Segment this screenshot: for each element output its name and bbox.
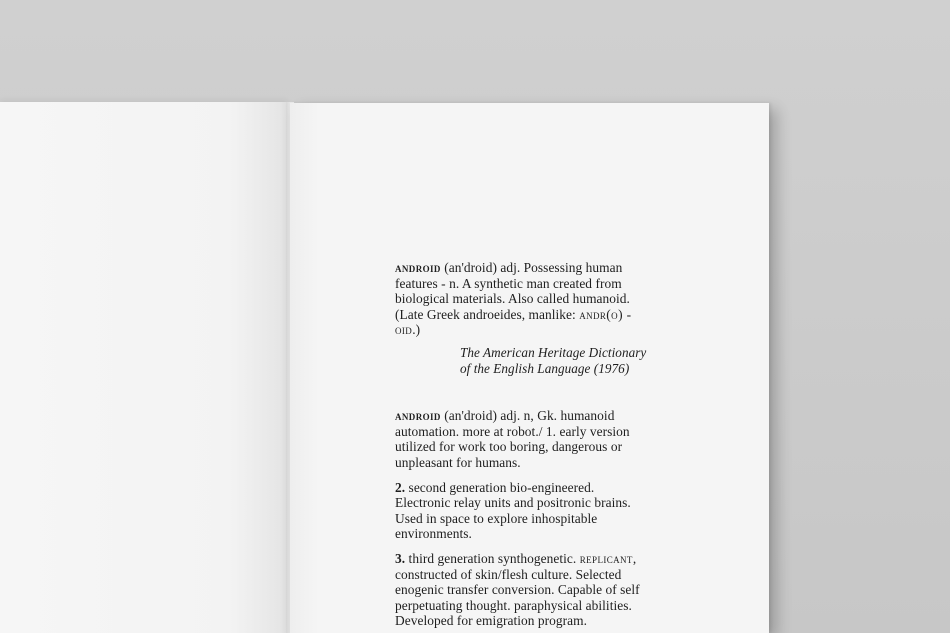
entry2-p2-line-1 bbox=[395, 480, 655, 496]
entry1-headword: android bbox=[395, 260, 441, 275]
entry2-p3-text-1a: third generation synthogenetic. bbox=[405, 550, 580, 566]
entry2-p2-line-3: Used in space to explore inhospitable bbox=[395, 510, 598, 526]
entry2-paragraph-1 bbox=[395, 408, 655, 470]
entry2-num-1: 1. bbox=[545, 423, 557, 439]
entry2-p3-line-1 bbox=[395, 551, 655, 567]
citation-line-1: The American Heritage Dictionary bbox=[460, 344, 647, 360]
entry1-line-2: features - n. A synthetic man created from bbox=[395, 275, 622, 291]
entry2-p2-line-4: environments. bbox=[395, 526, 472, 542]
entry2-p3-line-2: constructed of skin/flesh culture. Selected bbox=[395, 566, 622, 582]
entry2-line-2 bbox=[395, 424, 655, 440]
left-page bbox=[0, 102, 288, 633]
entry2-p2-text-1: second generation bio-engineered. bbox=[405, 479, 595, 495]
entry2-pronunciation: (an'droid) bbox=[444, 408, 497, 424]
entry2-line-1 bbox=[395, 408, 655, 424]
dictionary-text bbox=[395, 260, 655, 629]
entry2-p3-text-1b: , bbox=[632, 550, 637, 566]
entry2-text-2a: automation. more at robot./ bbox=[395, 423, 546, 439]
entry2-p3-line-3: enogenic transfer conversion. Capable of self bbox=[395, 582, 640, 598]
entry1-etym-end-sc: oid bbox=[395, 322, 413, 338]
right-page bbox=[290, 103, 769, 633]
entry2-num-3: 3. bbox=[395, 550, 406, 566]
definition-entry-2 bbox=[395, 408, 655, 629]
entry1-line-1 bbox=[395, 260, 655, 276]
entry1-etym-sc: andr(o) - bbox=[579, 306, 632, 322]
entry1-etym-end: .) bbox=[412, 322, 421, 338]
entry2-p2-line-2: Electronic relay units and positronic brains. bbox=[395, 495, 631, 511]
entry2-line-4: unpleasant for humans. bbox=[395, 454, 521, 470]
entry2-line-3: utilized for work too boring, dangerous or bbox=[395, 439, 623, 455]
entry1-line-4 bbox=[395, 307, 655, 323]
definition-entry-1 bbox=[395, 260, 655, 338]
entry2-text-1: adj. n, Gk. humanoid bbox=[500, 408, 615, 424]
entry1-etym-text: (Late Greek androeides, manlike: bbox=[395, 306, 580, 322]
entry2-p3-line-4: perpetuating thought. paraphysical abilities. bbox=[395, 597, 632, 613]
entry1-text-1: adj. Possessing human bbox=[500, 260, 623, 275]
citation bbox=[460, 345, 655, 376]
entry2-headword: android bbox=[395, 408, 441, 424]
entry2-p3-line-5: Developed for emigration program. bbox=[395, 613, 588, 629]
entry2-paragraph-2 bbox=[395, 480, 655, 542]
entry1-pronunciation: (an'droid) bbox=[444, 260, 497, 275]
entry2-text-2b: early version bbox=[556, 423, 630, 439]
entry2-paragraph-3 bbox=[395, 551, 655, 629]
entry2-num-2: 2. bbox=[395, 479, 406, 495]
entry1-line-3: biological materials. Also called humanoid. bbox=[395, 291, 630, 307]
citation-line-2: of the English Language (1976) bbox=[460, 360, 630, 376]
entry1-line-5 bbox=[395, 322, 655, 338]
entry2-p3-replicant: replicant bbox=[579, 550, 633, 566]
